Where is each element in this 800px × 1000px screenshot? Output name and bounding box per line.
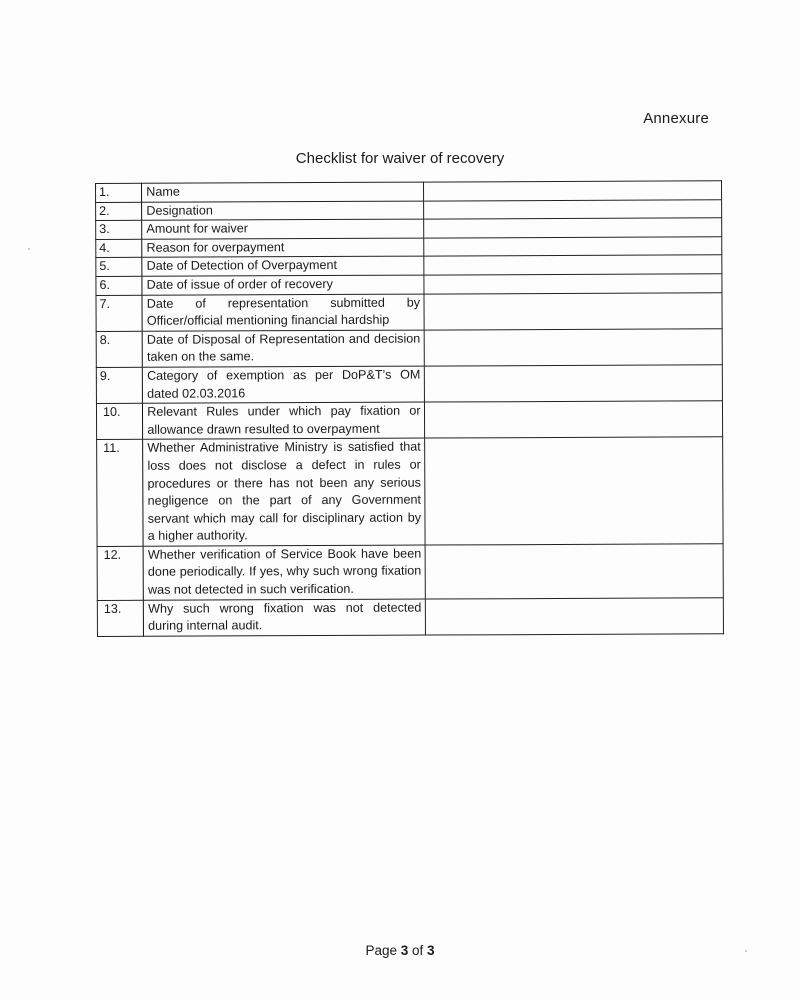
row-label: Date of representation submitted by Officer/official mentioning financial hardship <box>142 294 423 331</box>
row-number: 9. <box>96 367 142 403</box>
page-word: Page <box>365 943 397 958</box>
row-number: 11. <box>97 440 144 547</box>
row-value <box>425 597 724 634</box>
row-label: Why such wrong fixation was not detected during internal audit. <box>144 599 425 636</box>
row-value <box>425 544 724 599</box>
checklist-table <box>95 180 724 637</box>
row-label: Whether verification of Service Book have been done periodically. If yes, why such wrong fixation was not detected in such verification. <box>143 545 425 600</box>
annexure-label: Annexure <box>643 110 709 127</box>
current-page-number: 3 <box>400 943 409 958</box>
row-number: 5. <box>96 258 142 277</box>
row-label: Date of Disposal of Representation and decision taken on the same. <box>142 330 423 367</box>
row-label: Relevant Rules under which pay fixation or allowance drawn resulted to overpayment <box>143 402 424 439</box>
row-label: Category of exemption as per DoP&T’s OM dated 02.03.2016 <box>143 366 424 403</box>
row-label: Amount for waiver <box>142 219 423 239</box>
row-number: 10. <box>96 403 142 439</box>
table-row <box>96 401 722 440</box>
row-value <box>423 199 722 219</box>
row-value <box>423 181 722 201</box>
table-row <box>96 292 722 331</box>
row-number: 2. <box>96 202 142 221</box>
page-number-footer <box>0 943 800 958</box>
row-value <box>423 237 722 257</box>
table-row <box>96 329 722 368</box>
row-value <box>423 255 722 275</box>
row-label: Reason for overpayment <box>142 238 423 258</box>
row-value <box>424 365 723 402</box>
row-label: Name <box>142 182 423 202</box>
row-value <box>424 292 723 329</box>
row-label: Designation <box>142 201 423 221</box>
table-row <box>96 365 722 404</box>
row-label: Date of Detection of Overpayment <box>142 256 423 276</box>
row-number: 12. <box>97 546 143 600</box>
row-label: Whether Administrative Ministry is satisfied that loss does not disclose a defect in rules or procedures or there has not been any serious negligence on the part of any Government servant which may call for disciplinary action by a higher authority. <box>143 438 425 546</box>
table-row <box>97 437 723 546</box>
row-value <box>424 401 723 438</box>
row-number: 8. <box>96 331 142 367</box>
row-number: 3. <box>96 220 142 239</box>
row-number: 1. <box>96 183 142 202</box>
row-label: Date of issue of order of recovery <box>142 275 423 295</box>
row-value <box>423 218 722 238</box>
document-title: Checklist for waiver of recovery <box>295 150 505 167</box>
total-pages-number: 3 <box>427 943 435 958</box>
scan-speck <box>28 248 30 250</box>
row-number: 6. <box>96 276 142 295</box>
row-value <box>423 274 722 294</box>
row-number: 4. <box>96 239 142 258</box>
table-row <box>97 597 723 636</box>
row-value <box>424 437 723 545</box>
of-word: of <box>412 943 424 958</box>
row-number: 7. <box>96 295 142 331</box>
table-row <box>97 544 723 601</box>
row-value <box>424 329 723 366</box>
row-number: 13. <box>97 600 143 636</box>
